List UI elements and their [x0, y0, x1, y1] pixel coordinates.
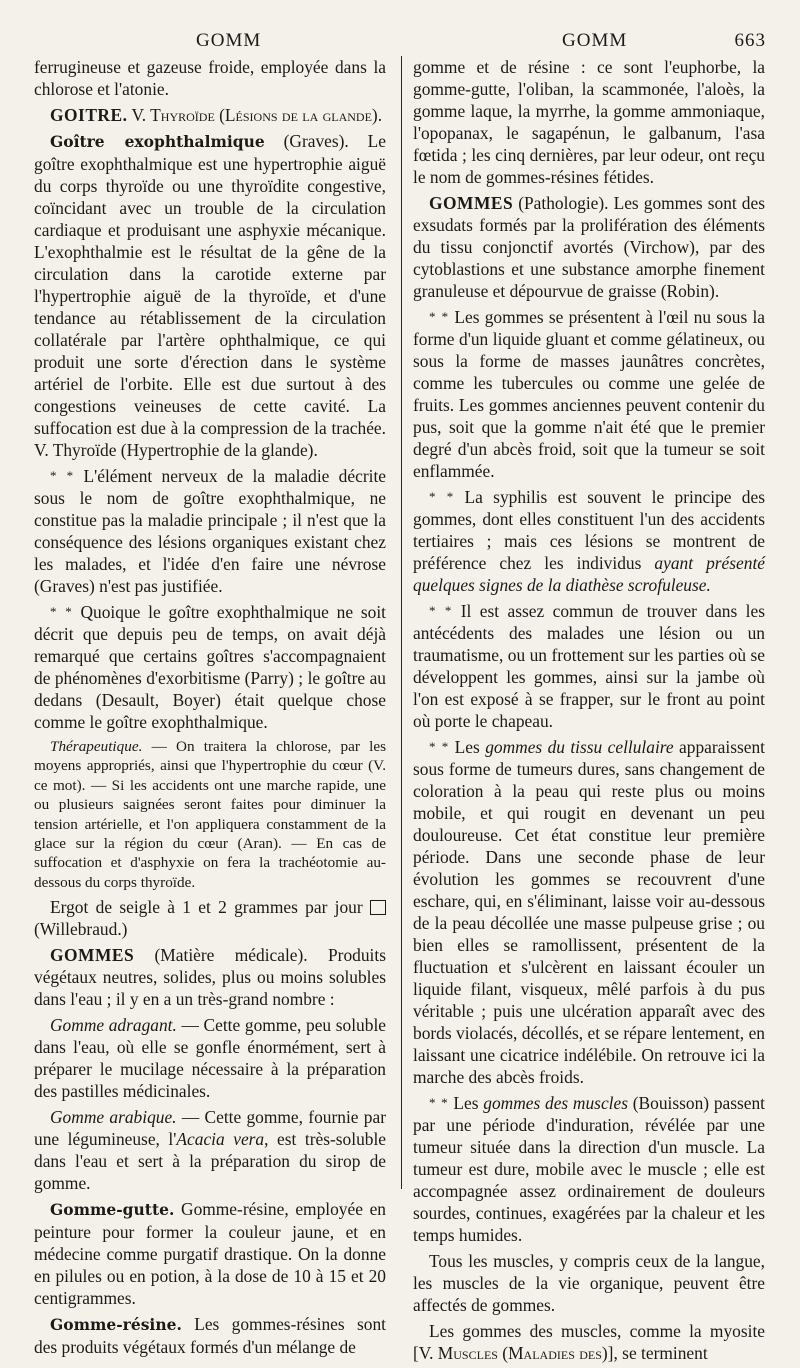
running-head-left: GOMM	[196, 30, 262, 51]
paragraph-gommes-muscles: * * Les gommes des muscles (Bouisson) passent par une période d'induration, révélée par une tumeur située dans la direction d'un muscle. La tumeur est dure, mobile avec le muscle ; elle est accompagnée assez ordinairement de douleurs sourdes, continues, exagérées par la chaleur et les temps humides.	[413, 1093, 766, 1245]
paragraph-therapeutique: Thérapeutique. — On traitera la chlorose, par les moyens appropriés, ainsi que l'hypertrophie du cœur (V. ce mot). — Si les accidents ont une marche rapide, une ou plusieurs saignées seront faites pour diminuer la tension artérielle, et l'on appliquera constamment de la glace sur la région du cœur (Aran). — En cas de suffocation et d'asphyxie on fera la trachéotomie au-dessous du corps thyroïde.	[34, 738, 386, 891]
paragraph-gomme-resine: Gomme-résine. Les gommes-résines sont des produits végétaux formés d'un mélange de	[34, 1314, 386, 1358]
paragraph-gomme-adragant: Gomme adragant. — Cette gomme, peu soluble dans l'eau, où elle se gonfle énormément, sert à préparer le mucilage nécessaire à la préparation des pastilles médicinales.	[34, 1015, 387, 1102]
paragraph-quoique: * * Quoique le goître exophthalmique ne soit décrit que depuis peu de temps, on avait déjà remarqué que certains goîtres s'accompagnaient de phénomènes d'exorbitisme (Parry) ; le goître au dedans (Desault, Boyer) était quelque chose comme le goître exophthalmique.	[34, 602, 386, 732]
entry-goitre-exophthalmique: Goître exophthalmique (Graves). Le goître exophthalmique est une hypertrophie aiguë du corps thyroïde ou une thyroïdite congestive, coïncidant avec un trouble de la circulation cardiaque et produisant une asphyxie mécanique. L'exophthalmie est le résultat de la gêne de la circulation dans la carotide externe par l'hypertrophie aiguë de la thyroïde, et d'une tendance au rétablissement de la circulation collatérale par l'artère ophthalmique, ce qui produit une sorte d'érection dans le système artériel de l'orbite. Elle est due surtout à des congestions veineuses de cette cavité. La suffocation est due à la compression de la trachée. V. Thyroïde (Hypertrophie de la glande).	[34, 131, 386, 460]
paragraph-myosite: Les gommes des muscles, comme la myosite [V. Muscles (Maladies des)], se terminent	[413, 1321, 765, 1363]
headword-goitre: GOITRE.	[50, 105, 128, 125]
label-therapeutique: Thérapeutique.	[50, 738, 143, 755]
asterism-icon: * *	[50, 468, 75, 483]
entry-goitre: GOITRE. V. Thyroïde (Lésions de la glande).	[50, 105, 383, 125]
paragraph-gomme-arabique: Gomme arabique. — Cette gomme, fournie par une légumineuse, l'Acacia vera, est très-soluble dans l'eau et sert à la préparation du sirop de gomme.	[34, 1107, 387, 1194]
prescription-box-icon	[370, 900, 386, 915]
paragraph-element-nerveux: * * L'élément nerveux de la maladie décrite sous le nom de goître exophthalmique, ne constitue pas la maladie principale ; il n'est que la conséquence des lésions organiques existant chez les malades, et l'idée d'en faire une névrose (Graves) n'est pas justifiée.	[34, 466, 386, 596]
paragraph-syphilis: * * La syphilis est souvent le principe des gommes, dont elles constituent l'un des accidents tertiaires ; mais ces lésions se montrent de préférence chez les individus ayant présenté quelques signes de la diathèse scrofuleuse.	[413, 487, 765, 595]
subhead-goitre-exophthalmique: Goître exophthalmique	[50, 132, 265, 151]
paragraph-gomme-gutte: Gomme-gutte. Gomme-résine, employée en peinture pour former la couleur jaune, et en médecine comme purgatif drastique. On la donne en pilules ou en potion, à la dose de 10 à 15 et 20 centigrammes.	[34, 1199, 386, 1309]
asterism-icon: * *	[429, 309, 450, 324]
asterism-icon: * *	[429, 489, 455, 504]
entry-gommes-matiere-medicale: GOMMES (Matière médicale). Produits végétaux neutres, solides, plus ou moins solubles dans l'eau ; il y en a un très-grand nombre :	[34, 945, 386, 1010]
right-column	[413, 56, 765, 1368]
asterism-icon: * *	[50, 604, 73, 619]
paragraph-traumatisme: * * Il est assez commun de trouver dans les antécédents des malades une lésion ou un traumatisme, ou un frottement sur les parties où se développent les gommes, ainsi sur la jambe où l'on est exposé à se frapper, sur le front au point où porte le chapeau.	[413, 601, 765, 731]
paragraph-oeil-nu: * * Les gommes se présentent à l'œil nu sous la forme d'un liquide gluant et comme gélatineux, ou sous la forme de masses jaunâtres concrètes, comme les tubercules ou comme une gelée de fruits. Les gommes anciennes peuvent contenir du pus, soit que la gomme n'ait été que le premier degré d'un abcès froid, soit que la tumeur se soit enflammée.	[413, 307, 765, 481]
paragraph-tous-les-muscles: Tous les muscles, y compris ceux de la langue, les muscles de la vie organique, peuvent être affectés de gommes.	[413, 1251, 765, 1315]
paragraph-tissu-cellulaire: * * Les gommes du tissu cellulaire apparaissent sous forme de tumeurs dures, sans changement de coloration à la peau qui reste plus ou moins mobile, et qui rougit en devenant un peu douloureuse. Cet état constitue leur première période. Dans une seconde phase de leur évolution les gommes se recouvrent d'une eschare, qui, en s'éliminant, laisse voir au-dessous de la peau décollée une masse pulpeuse grise ; ou bien elles se ramollissent, présentent de la fluctuation et s'ulcèrent en laissant écouler un liquide filant, visqueux, mêlé parfois à du pus véritable ; puis une ulcération apparaît avec des bords violacés, décollés, et se répare lentement, en laissant une cicatrice indélébile. On retrouve ici la marche des abcès froids.	[413, 737, 765, 1087]
headword-gommes-pathologie: GOMMES	[429, 193, 514, 213]
paragraph-ergot: Ergot de seigle à 1 et 2 grammes par jour (Willebraud.)	[34, 896, 386, 940]
left-column	[34, 56, 386, 1362]
entry-gommes-pathologie: GOMMES (Pathologie). Les gommes sont des exsudats formés par la prolifération des éléments du tissu conjonctif avortés (Virchow), par des cytoblastions et une substance amorphe finement granuleuse et dépourvue de graisse (Robin).	[413, 193, 765, 301]
page-number: 663	[734, 30, 766, 51]
asterism-icon: * *	[429, 739, 450, 754]
running-head-center: GOMM	[562, 30, 628, 51]
headword-gommes: GOMMES	[50, 945, 135, 966]
cross-reference-muscles: [V. Muscles (Maladies des)]	[413, 1343, 614, 1363]
paragraph-gommes-resines-list: gomme et de résine : ce sont l'euphorbe, la gomme-gutte, l'oliban, la scammonée, l'aloès, la gomme laque, la myrrhe, la gomme ammoniaque, l'opopanax, le sagapénun, le galbanum, l'asa fœtida ; les cinq dernières, par leur odeur, ont reçu le nom de gommes-résines fétides.	[413, 57, 765, 187]
asterism-icon: * *	[429, 1095, 449, 1110]
asterism-icon: * *	[429, 603, 453, 618]
column-divider	[401, 56, 402, 1189]
paragraph-ferrugineuse: ferrugineuse et gazeuse froide, employée dans la chlorose et l'atonie.	[34, 57, 386, 99]
